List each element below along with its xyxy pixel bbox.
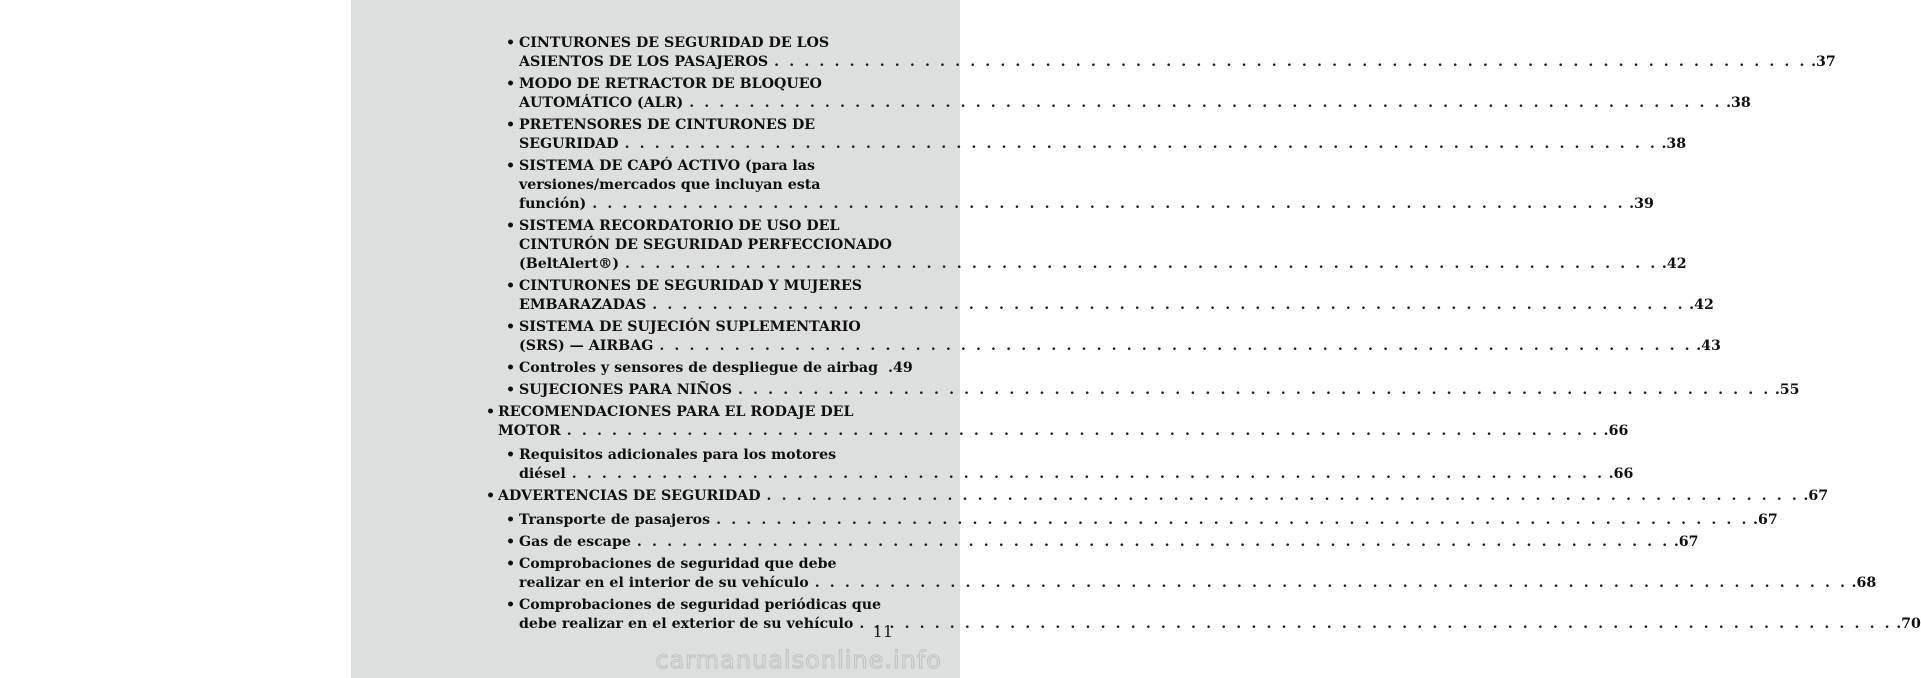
toc-entry-title-line: ASIENTOS DE LOS PASAJEROS: [519, 54, 769, 70]
toc-entry-title-line: realizar en el interior de su vehículo: [519, 575, 809, 591]
bullet-icon: •: [506, 447, 516, 463]
bullet-icon: •: [506, 158, 516, 174]
bullet-icon: •: [506, 534, 516, 550]
dot-leader: [689, 94, 1722, 113]
toc-section-entry[interactable]: [351, 487, 1829, 506]
toc-entry-last-line: [497, 255, 1687, 274]
dot-leader: [652, 296, 1685, 315]
toc-page-ref: .67: [1753, 512, 1778, 528]
toc-entry-title-line: Gas de escape: [519, 534, 631, 550]
bullet-icon: •: [506, 278, 516, 294]
toc-subsection-entry[interactable]: [351, 511, 1778, 530]
watermark: carmanualsonline.info: [655, 646, 942, 674]
toc-subsection-entry[interactable]: [351, 217, 1687, 274]
toc-page-ref: .67: [1673, 534, 1699, 550]
toc-subsection-entry[interactable]: [351, 596, 1921, 634]
toc-entry-title-line: MODO DE RETRACTOR DE BLOQUEO: [519, 76, 822, 92]
toc-entry-title-line: diésel: [519, 466, 566, 482]
toc-entry-title-line: (SRS) — AIRBAG: [519, 338, 654, 354]
dot-leader: [592, 195, 1625, 214]
toc-entry-title-line: Comprobaciones de seguridad que debe: [519, 556, 837, 572]
table-of-contents: [351, 34, 1921, 637]
toc-entry-last-line: [497, 135, 1687, 154]
bullet-icon: •: [506, 35, 516, 51]
toc-entry-title-line: Requisitos adicionales para los motores: [519, 447, 837, 463]
toc-entry-title-line: SISTEMA DE SUJECIÓN SUPLEMENTARIO: [519, 319, 861, 335]
toc-subsection-entry[interactable]: [351, 75, 1751, 113]
toc-subsection-entry[interactable]: [351, 381, 1800, 400]
bullet-icon: •: [506, 382, 516, 398]
dot-leader: [815, 574, 1848, 593]
toc-entry-title-line: versiones/mercados que incluyan esta: [519, 177, 821, 193]
toc-entry-last-line: [497, 195, 1654, 214]
bullet-icon: •: [506, 76, 516, 92]
toc-entry-title-line: EMBARAZADAS: [519, 297, 647, 313]
toc-page-ref: .70: [1896, 616, 1921, 632]
toc-entry-last-line: [497, 533, 1699, 552]
toc-page-ref: .38: [1661, 136, 1687, 152]
bullet-icon: •: [506, 319, 516, 335]
bullet-icon: •: [506, 218, 516, 234]
bullet-icon: •: [506, 556, 516, 572]
toc-page-ref: .67: [1803, 488, 1829, 504]
toc-entry-title-line: CINTURONES DE SEGURIDAD Y MUJERES: [519, 278, 863, 294]
toc-entry-title-line: CINTURONES DE SEGURIDAD DE LOS: [519, 35, 830, 51]
toc-entry-last-line: [497, 511, 1778, 530]
toc-entry-last-line: [497, 381, 1800, 400]
toc-entry-title-line: Transporte de pasajeros: [519, 512, 711, 528]
toc-entry-last-line: [497, 296, 1714, 315]
toc-page-ref: .37: [1811, 54, 1836, 70]
toc-entry-title-line: SUJECIONES PARA NIÑOS: [519, 382, 732, 398]
dot-leader: [767, 487, 1800, 506]
toc-entry-title-line: MOTOR: [498, 423, 561, 439]
toc-subsection-entry[interactable]: [351, 555, 1877, 593]
toc-subsection-entry[interactable]: [351, 533, 1699, 552]
toc-entry-title-line: SEGURIDAD: [519, 136, 619, 152]
manual-page: [351, 0, 1921, 678]
page-number: 11: [872, 622, 893, 641]
toc-subsection-entry[interactable]: [351, 116, 1687, 154]
toc-page-ref: .38: [1726, 95, 1751, 111]
left-blank-margin: [0, 0, 351, 678]
toc-subsection-entry[interactable]: [351, 34, 1836, 72]
toc-entry-last-line: [497, 574, 1877, 593]
dot-leader: [659, 337, 1692, 356]
toc-page-ref: .66: [1603, 423, 1629, 439]
dot-leader: [859, 615, 1892, 634]
toc-entry-title-line: AUTOMÁTICO (ALR): [519, 95, 684, 111]
dot-leader: [567, 422, 1600, 441]
dot-leader: [625, 255, 1658, 274]
toc-subsection-entry[interactable]: [351, 359, 960, 378]
toc-entry-title-line: debe realizar en el exterior de su vehículo: [519, 616, 854, 632]
bullet-icon: •: [506, 512, 516, 528]
toc-page-ref: .39: [1629, 196, 1654, 212]
toc-page-ref: .49: [888, 360, 913, 376]
toc-page-ref: .42: [1689, 297, 1714, 313]
toc-page-ref: .66: [1608, 466, 1634, 482]
toc-entry-last-line: [497, 465, 1634, 484]
toc-section-entry[interactable]: [351, 403, 1629, 441]
toc-subsection-entry[interactable]: [351, 157, 1654, 214]
bullet-icon: •: [506, 597, 516, 613]
toc-page-ref: .42: [1661, 256, 1687, 272]
toc-subsection-entry[interactable]: [351, 318, 1721, 356]
toc-page-ref: .55: [1774, 382, 1800, 398]
dot-leader: [637, 533, 1670, 552]
toc-entry-title-line: Comprobaciones de seguridad periódicas que: [519, 597, 882, 613]
dot-leader: [572, 465, 1605, 484]
toc-entry-last-line: [497, 337, 1721, 356]
toc-entry-title-line: PRETENSORES DE CINTURONES DE: [519, 117, 816, 133]
bullet-icon: •: [506, 117, 516, 133]
toc-entry-title-line: SISTEMA DE CAPÓ ACTIVO (para las: [519, 158, 816, 174]
toc-entry-title-line: Controles y sensores de despliegue de airbag: [519, 360, 879, 376]
toc-entry-last-line: [497, 94, 1751, 113]
toc-entry-title-line: ADVERTENCIAS DE SEGURIDAD: [498, 488, 761, 504]
dot-leader: [625, 135, 1658, 154]
toc-entry-title-line: CINTURÓN DE SEGURIDAD PERFECCIONADO: [519, 237, 892, 253]
toc-subsection-entry[interactable]: [351, 277, 1714, 315]
toc-entry-last-line: [497, 615, 1921, 634]
dot-leader: [774, 53, 1807, 72]
dot-leader: [716, 511, 1749, 530]
toc-entry-last-line: [497, 53, 1836, 72]
toc-entry-title-line: RECOMENDACIONES PARA EL RODAJE DEL: [498, 404, 854, 420]
bullet-icon: •: [486, 404, 496, 420]
bullet-icon: •: [506, 360, 516, 376]
toc-page-ref: .43: [1696, 338, 1721, 354]
toc-entry-last-line: [477, 422, 1629, 441]
bullet-icon: •: [486, 488, 496, 504]
toc-entry-title-line: función): [519, 196, 587, 212]
toc-entry-title-line: SISTEMA RECORDATORIO DE USO DEL: [519, 218, 840, 234]
toc-subsection-entry[interactable]: [351, 446, 1634, 484]
toc-entry-last-line: [477, 487, 1829, 506]
toc-entry-title-line: (BeltAlert®): [519, 256, 620, 272]
toc-entry-last-line: [497, 359, 913, 378]
toc-page-ref: .68: [1851, 575, 1877, 591]
dot-leader: [738, 381, 1771, 400]
